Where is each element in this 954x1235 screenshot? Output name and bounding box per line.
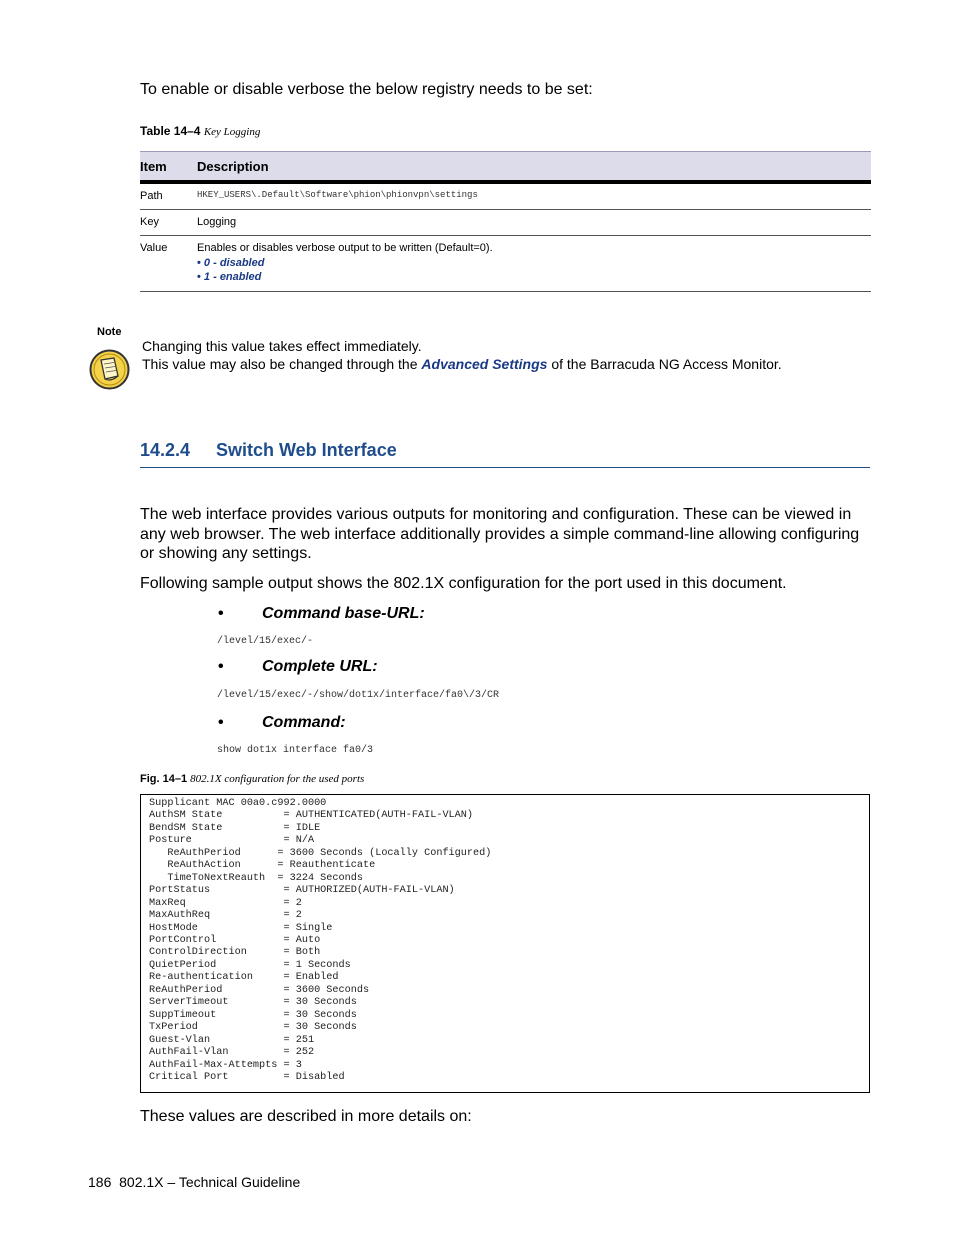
table-header-description: Description [197,152,871,183]
figure-caption-title: 802.1X configuration for the used ports [190,773,365,785]
page-footer [88,1174,300,1190]
table-caption-number: Table 14–4 [140,124,201,138]
code-line: /level/15/exec/-/show/dot1x/interface/fa0\/3/CR [217,690,500,701]
note-icon [89,349,130,390]
table-row [140,236,871,292]
bullet-label: Command base-URL: [262,605,425,622]
body-paragraph: Following sample output shows the 802.1X configuration for the port used in this document. [140,575,787,592]
section-heading [140,440,870,468]
table-cell-item: Key [140,210,197,236]
table-caption-title: Key Logging [203,126,261,138]
bullet-label: Command: [262,714,346,731]
body-paragraph: These values are described in more details on: [140,1108,472,1125]
body-paragraph: The web interface provides various outputs for monitoring and configuration. These can be viewed in any web browser. The web interface additionally provides a simple command-line allowing configuring or showing any settings. [140,506,860,562]
figure-caption-number: Fig. 14–1 [140,773,188,785]
list-item: • 0 - disabled [197,256,871,270]
table-caption [140,124,260,138]
note-text [142,337,782,373]
section-number: 14.2.4 [140,440,191,460]
table-header-row [140,152,871,183]
table-cell-item: Path [140,182,197,210]
config-output-codebox: Supplicant MAC 00a0.c992.0000 AuthSM State = AUTHENTICATED(AUTH-FAIL-VLAN) BendSM State = IDLE Posture = N/A ReAuthPeriod = 3600 Seconds (Locally Configured) ReAuthAction = Reauthenticate TimeToNextReauth = 3224 Seconds PortStatus = AUTHORIZED(AUTH-FAIL-VLAN) MaxReq = 2 MaxAuthReq = 2 HostMode = Single PortControl = Auto ControlDirection = Both QuietPeriod = 1 Seconds Re-authentication = Enabled ReAuthPeriod = 3600 Seconds ServerTimeout = 30 Seconds SuppTimeout = 30 Seconds TxPeriod = 30 Seconds Guest-Vlan = 251 AuthFail-Vlan = 252 AuthFail-Max-Attempts = 3 Critical Port = Disabled [140,794,870,1093]
list-item: • 1 - enabled [197,270,871,284]
table-row [140,182,871,210]
intro-paragraph: To enable or disable verbose the below registry needs to be set: [140,81,593,98]
bullet-label: Complete URL: [262,658,378,675]
table-cell-description [197,236,871,292]
table-cell-item: Value [140,236,197,292]
bullet-command: • Command: [218,714,346,731]
note-line-2-pre: This value may also be changed through the [142,356,422,372]
note-line-2-post: of the Barracuda NG Access Monitor. [547,356,782,372]
document-title: 802.1X – Technical Guideline [119,1174,301,1190]
note-line-2 [142,355,782,373]
registry-table [140,151,871,292]
value-options-list [197,256,871,284]
note-line-1: Changing this value takes effect immediately. [142,338,422,354]
bullet-complete-url: • Complete URL: [218,658,378,675]
figure-caption [140,773,364,785]
page-number: 186 [88,1174,112,1190]
note-label: Note [97,326,122,338]
code-line: show dot1x interface fa0/3 [217,745,374,756]
code-line: /level/15/exec/- [217,636,314,647]
advanced-settings-link: Advanced Settings [421,356,548,372]
table-cell-description: HKEY_USERS\.Default\Software\phion\phionvpn\settings [197,182,871,210]
value-description: Enables or disables verbose output to be written (Default=0). [197,242,493,254]
table-cell-description: Logging [197,210,871,236]
bullet-command-base-url: • Command base-URL: [218,605,425,622]
table-header-item: Item [140,152,197,183]
section-title: Switch Web Interface [216,440,397,460]
table-row [140,210,871,236]
